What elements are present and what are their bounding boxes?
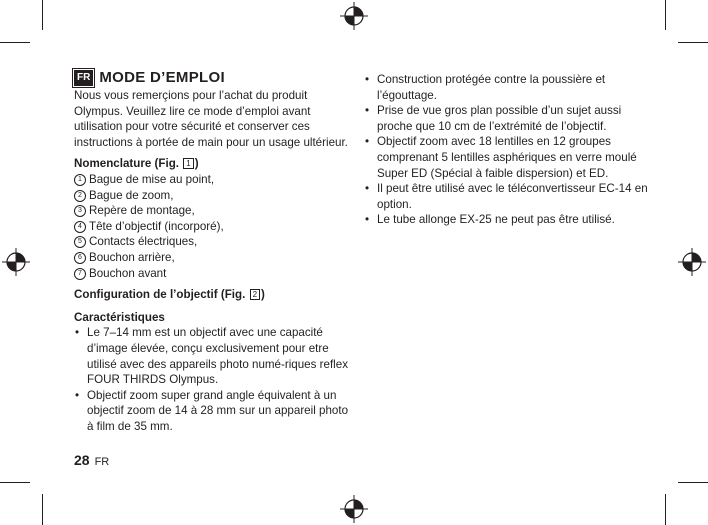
- list-item: [74, 234, 352, 250]
- list-item: [74, 219, 352, 235]
- crop-mark: [665, 494, 666, 525]
- list-item: • Construction protégée contre la poussière et l’égouttage.: [364, 72, 654, 103]
- part-label: Repère de montage,: [89, 204, 195, 218]
- circled-number-icon: 3: [74, 205, 86, 217]
- part-label: Bague de mise au point,: [89, 172, 215, 186]
- registration-mark-icon: [340, 495, 368, 523]
- list-item: • Le 7–14 mm est un objectif avec une capacité d’image élevée, conçu exclusivement pour etre utilisé avec des appareils photo numé-riques reflex FOUR THIRDS Olympus.: [74, 325, 352, 387]
- registration-mark-icon: [2, 248, 30, 276]
- circled-number-icon: 4: [74, 221, 86, 233]
- list-item: • Le tube allonge EX-25 ne peut pas être utilisé.: [364, 212, 654, 228]
- nomenclature-label: Nomenclature (Fig.: [74, 157, 180, 171]
- features-list: [364, 72, 654, 228]
- list-item: • Il peut être utilisé avec le téléconvertisseur EC-14 en option.: [364, 181, 654, 212]
- part-label: Bague de zoom,: [89, 188, 174, 202]
- right-column: [364, 72, 654, 228]
- list-item: [74, 250, 352, 266]
- circled-number-icon: 7: [74, 268, 86, 280]
- page-footer: [74, 452, 109, 468]
- circled-number-icon: 6: [74, 252, 86, 264]
- left-column: [74, 70, 352, 434]
- nomenclature-heading: [74, 156, 352, 172]
- list-item: • Objectif zoom super grand angle équivalent à un objectif zoom de 14 à 28 mm sur un appareil photo à film de 35 mm.: [74, 388, 352, 435]
- part-label: Bouchon arrière,: [89, 250, 175, 264]
- registration-mark-icon: [340, 2, 368, 30]
- page-number: 28: [74, 452, 90, 468]
- characteristics-heading: Caractéristiques: [74, 310, 165, 324]
- crop-mark: [42, 0, 43, 30]
- page-language: FR: [94, 456, 110, 468]
- crop-mark: [678, 482, 708, 483]
- part-label: Tête d’objectif (incorporé),: [89, 219, 224, 233]
- language-badge: FR: [74, 70, 93, 86]
- configuration-heading: [74, 287, 352, 303]
- configuration-close: ): [261, 288, 265, 302]
- crop-mark: [0, 42, 30, 43]
- page-title: MODE D’EMPLOI: [99, 69, 225, 87]
- circled-number-icon: 5: [74, 236, 86, 248]
- circled-number-icon: 1: [74, 174, 86, 186]
- list-item: [74, 266, 352, 282]
- figure-ref-badge: 2: [250, 289, 260, 300]
- crop-mark: [665, 0, 666, 30]
- characteristics-list: [74, 325, 352, 434]
- crop-mark: [42, 494, 43, 525]
- registration-mark-icon: [678, 248, 706, 276]
- section-heading: [74, 70, 352, 86]
- configuration-label: Configuration de l’objectif (Fig.: [74, 288, 246, 302]
- part-label: Contacts électriques,: [89, 235, 198, 249]
- list-item: [74, 172, 352, 188]
- nomenclature-close: ): [194, 157, 199, 171]
- list-item: • Prise de vue gros plan possible d’un sujet aussi proche que 10 cm de l’extrémité de l’objectif.: [364, 103, 654, 134]
- list-item: [74, 188, 352, 204]
- intro-paragraph: Nous vous remerçions pour l’achat du produit Olympus. Veuillez lire ce mode d’emploi avant utilisation pour votre sécurité et conserver ces instructions à portée de main pour un usage ultérieur.: [74, 89, 348, 149]
- crop-mark: [0, 482, 30, 483]
- part-label: Bouchon avant: [89, 266, 167, 280]
- list-item: • Objectif zoom avec 18 lentilles en 12 groupes comprenant 5 lentilles asphériques en verre moulé Super ED (Spécial à faible dispersion) et ED.: [364, 134, 654, 181]
- crop-mark: [678, 42, 708, 43]
- figure-ref-badge: 1: [183, 158, 193, 169]
- parts-list: [74, 172, 352, 281]
- circled-number-icon: 2: [74, 190, 86, 202]
- list-item: [74, 203, 352, 219]
